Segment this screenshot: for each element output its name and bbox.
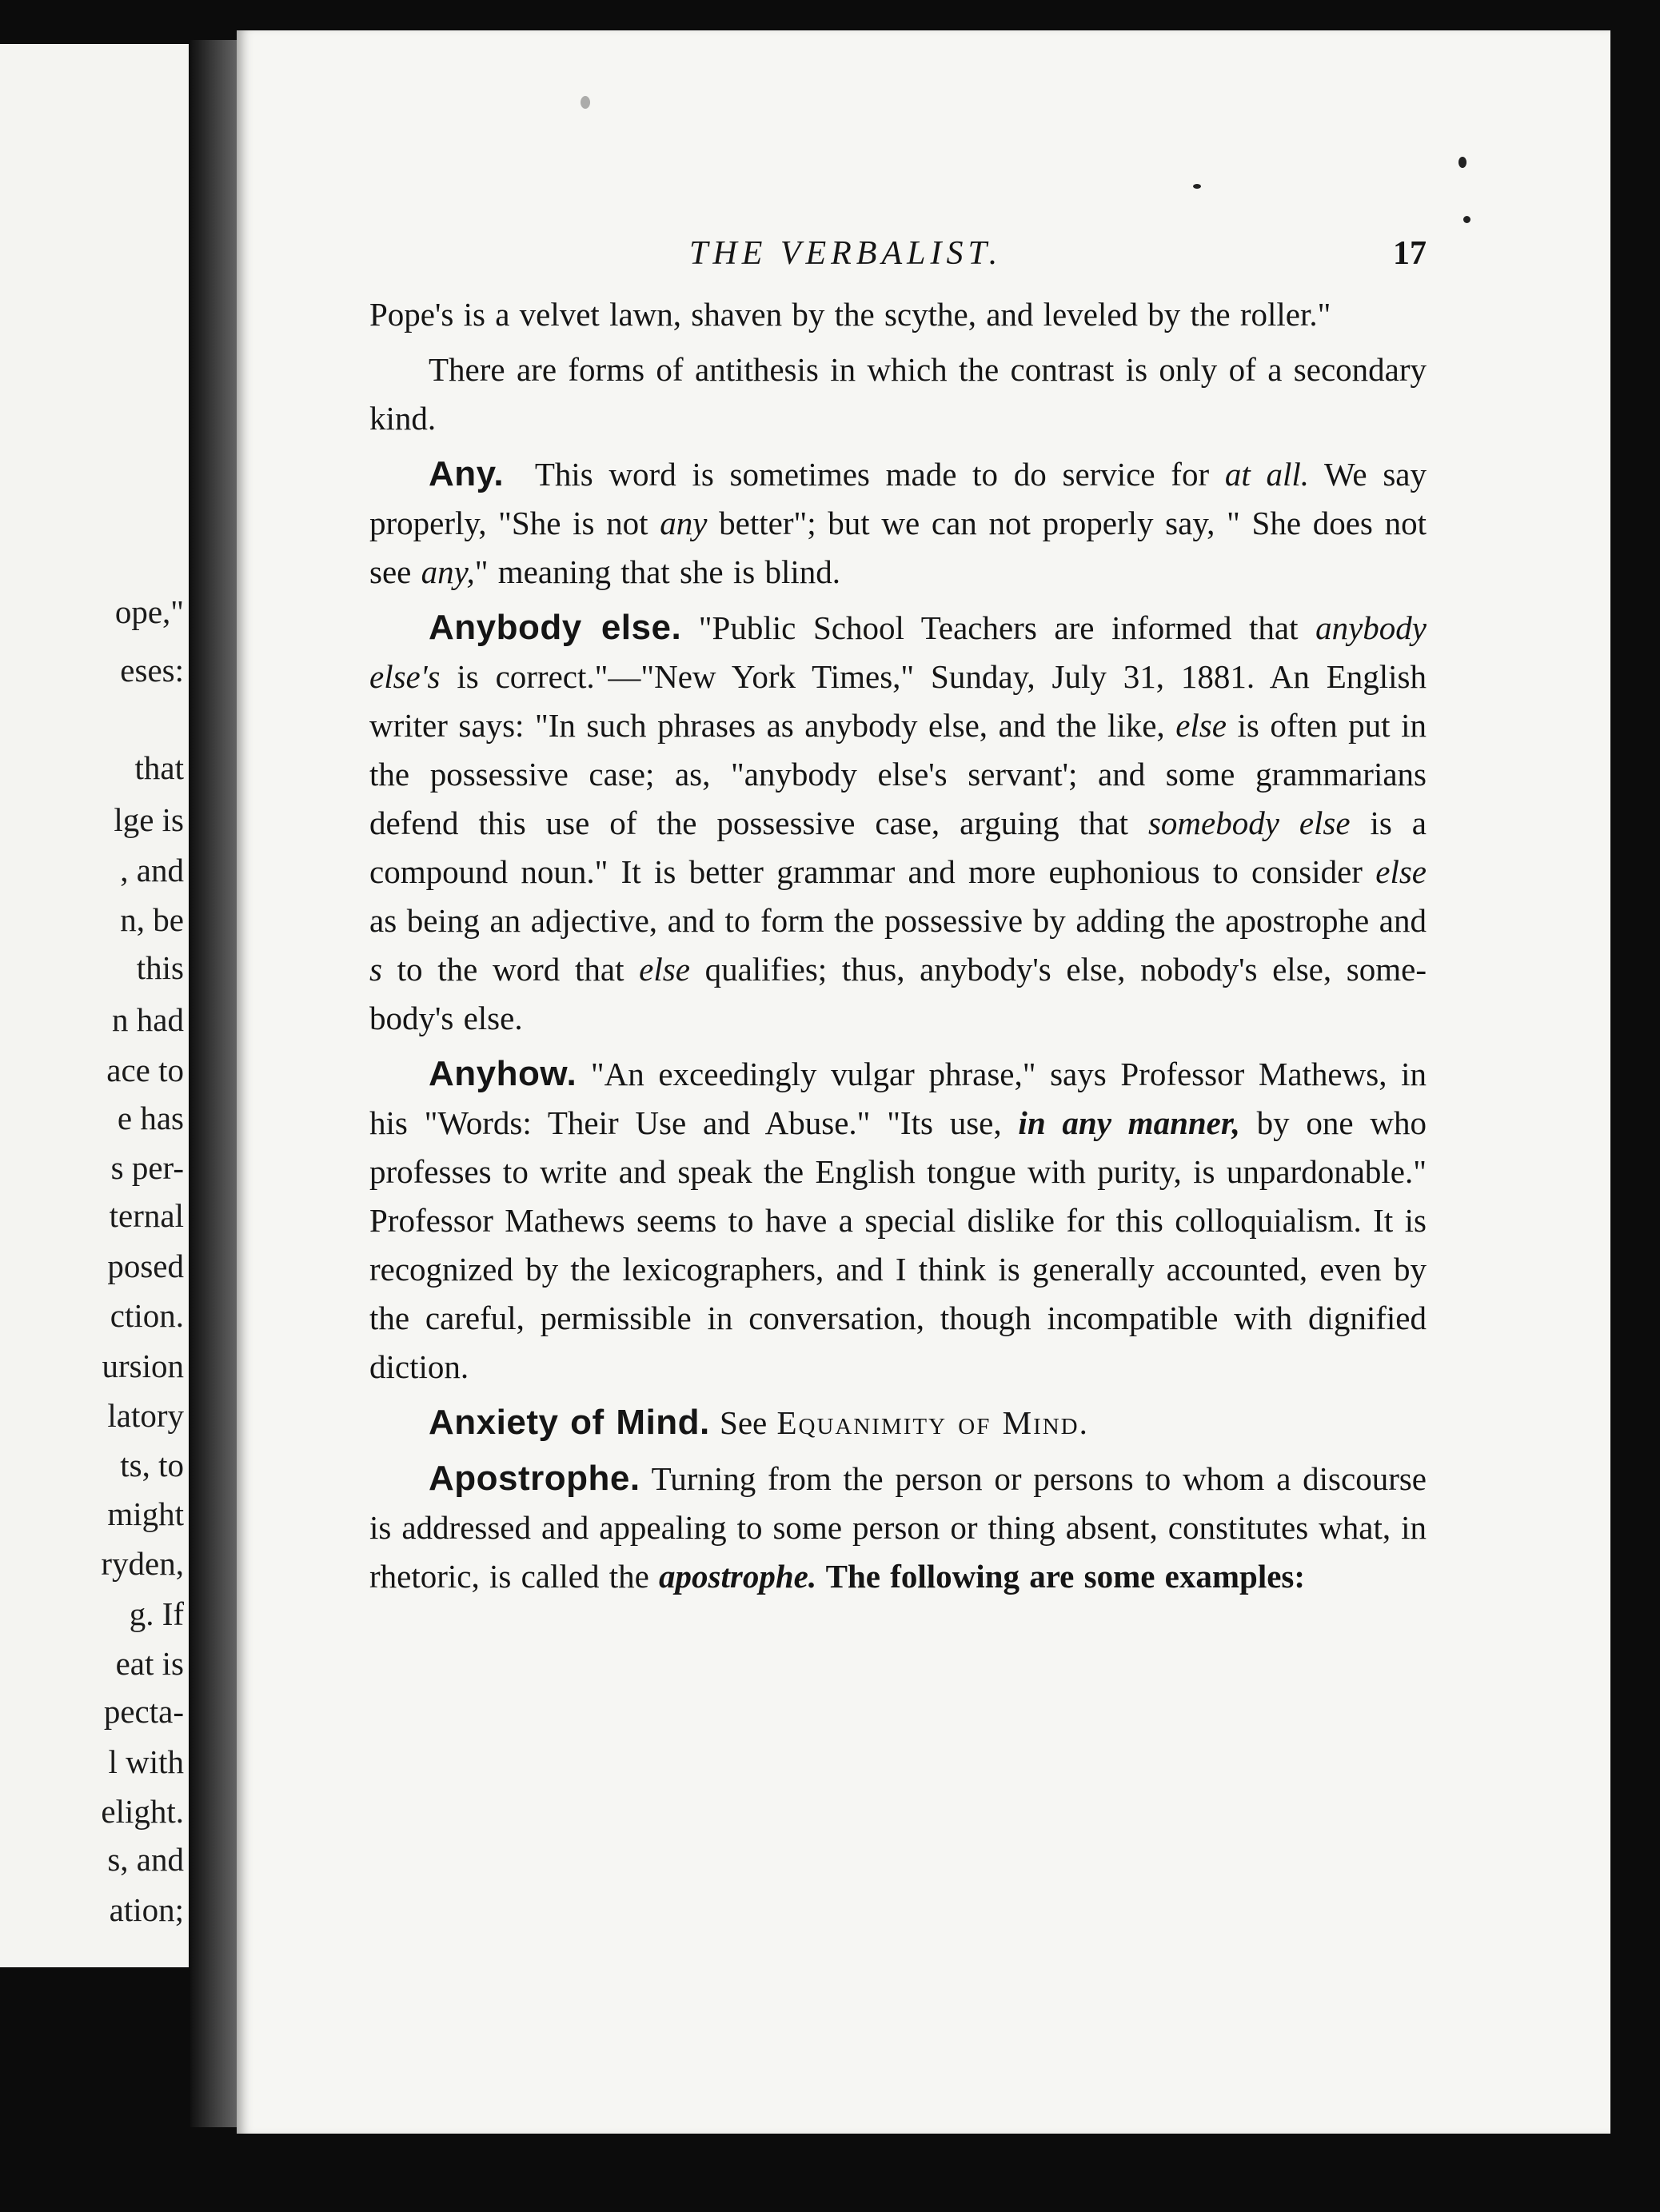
entry-text: to the word that bbox=[381, 951, 640, 988]
paragraph-antithesis bbox=[369, 345, 1427, 443]
ink-speck bbox=[1463, 216, 1470, 223]
page bbox=[237, 30, 1610, 2134]
entry-italic: apostrophe. bbox=[659, 1558, 817, 1595]
entry-text: "An exceedingly vulgar phrase," says Professor Mathews, in his "Words: Their Use and Abuse." "Its use, bbox=[369, 1056, 1427, 1141]
left-page-fragment: e has bbox=[117, 1100, 184, 1136]
left-page-fragment: ts, to bbox=[120, 1447, 184, 1483]
entry-italic: else bbox=[639, 951, 690, 988]
entry-text: This word is sometimes made to do service for bbox=[534, 456, 1225, 493]
entry-text: Turning from the person or persons to whom a discourse is addressed and appealing to some person or thing absent, constitutes what, in rhetoric, is called the bbox=[369, 1460, 1427, 1595]
entry-italic: else bbox=[1375, 853, 1427, 890]
entry-text: is a compound noun." It is better grammar and more euphonious to consider bbox=[369, 805, 1427, 890]
entry-italic: any, bbox=[421, 553, 475, 590]
entry-italic: in any manner, bbox=[1018, 1104, 1240, 1141]
left-page-fragment: ternal bbox=[109, 1197, 184, 1234]
left-page-fragment: that bbox=[134, 749, 184, 786]
page-content bbox=[369, 234, 1427, 1607]
ink-speck bbox=[1193, 184, 1201, 189]
entry-italic: any bbox=[660, 505, 708, 541]
left-page-fragment: ursion bbox=[102, 1348, 184, 1384]
left-page-fragment: n, be bbox=[120, 901, 184, 938]
paragraph-pope-quote bbox=[369, 290, 1427, 339]
page-number: 17 bbox=[1393, 235, 1427, 272]
left-page-fragment: eses: bbox=[120, 652, 184, 689]
entry-text: We say properly, "She is not bbox=[369, 456, 1427, 541]
left-page-fragment: ation; bbox=[109, 1891, 184, 1928]
entry-term: Apostrophe. bbox=[429, 1459, 640, 1498]
entry-anyhow bbox=[369, 1049, 1427, 1391]
entry-text: is correct."—"New York Times," Sunday, July 31, 1881. An English writer says: "In such phrases as anybody else, and the like, bbox=[369, 658, 1427, 744]
entry-italic: s bbox=[369, 951, 382, 988]
left-page bbox=[0, 44, 189, 1967]
entry-anxiety-of-mind bbox=[369, 1398, 1427, 1447]
entry-term: Anxiety of Mind. bbox=[429, 1403, 710, 1442]
entry-text: The following are some examples: bbox=[816, 1558, 1306, 1595]
running-head bbox=[369, 234, 1427, 290]
left-page-fragment: elight. bbox=[101, 1793, 184, 1830]
left-page-fragment: s per- bbox=[110, 1149, 184, 1186]
left-page-fragment: pecta- bbox=[103, 1693, 184, 1730]
left-page-fragment: s, and bbox=[107, 1841, 184, 1878]
left-page-fragment: might bbox=[107, 1495, 184, 1532]
entry-text: better"; but we can not properly say, " She does not see bbox=[369, 505, 1427, 590]
entry-text: "Public School Teachers are informed that bbox=[681, 609, 1316, 646]
entry-term: Anyhow. bbox=[429, 1054, 577, 1093]
left-page-fragment: ryden, bbox=[101, 1545, 184, 1582]
left-page-fragment: ope," bbox=[114, 593, 184, 630]
ink-speck bbox=[1458, 157, 1466, 168]
left-page-fragment: , and bbox=[120, 852, 184, 888]
entry-italic: at all. bbox=[1224, 456, 1310, 493]
entry-text: qualifies; thus, anybody's else, nobody's else, some-body's else. bbox=[369, 951, 1427, 1036]
left-page-fragment: ace to bbox=[106, 1052, 184, 1088]
entry-text: See bbox=[709, 1404, 777, 1441]
left-page-fragment: lge is bbox=[114, 801, 184, 838]
running-title: THE VERBALIST. bbox=[689, 235, 1003, 272]
left-page-fragment: latory bbox=[107, 1397, 184, 1434]
entry-text: is often put in the possessive case; as, "anybody else's servant'; and some grammarians defend this use of the possessive case, arguing that bbox=[369, 707, 1427, 841]
entry-text: by one who professes to write and speak the English tongue with purity, is unpardonable." Professor Mathews seems to have a special dislike for this colloquialism. It is recognized by the lexicographers, and I think is generally accounted, even by the careful, permissible in conversation, though incompatible with dignified diction. bbox=[369, 1104, 1427, 1385]
entry-text: as being an adjective, and to form the possessive by adding the apostrophe and bbox=[369, 902, 1427, 939]
entry-term: Anybody else. bbox=[429, 608, 682, 647]
left-page-fragment: n had bbox=[112, 1001, 184, 1038]
left-page-fragment: this bbox=[136, 949, 184, 986]
ink-speck bbox=[581, 96, 590, 109]
entry-any bbox=[369, 449, 1427, 597]
left-page-fragment: g. If bbox=[129, 1595, 184, 1632]
left-page-fragment: eat is bbox=[115, 1645, 184, 1682]
entry-text: " meaning that she is blind. bbox=[474, 553, 840, 590]
left-page-fragment: posed bbox=[107, 1248, 184, 1284]
entry-term: Any. bbox=[429, 454, 505, 493]
entry-italic: else bbox=[1175, 707, 1227, 744]
entry-apostrophe bbox=[369, 1454, 1427, 1601]
left-page-fragment: l with bbox=[108, 1743, 184, 1780]
cross-reference: Equanimity of Mind. bbox=[776, 1404, 1089, 1441]
entry-anybody-else bbox=[369, 603, 1427, 1043]
paragraph-text: There are forms of antithesis in which the contrast is only of a secondary kind. bbox=[369, 351, 1427, 437]
paragraph-text: Pope's is a velvet lawn, shaven by the scythe, and leveled by the roller." bbox=[369, 296, 1331, 333]
entry-italic: somebody else bbox=[1147, 805, 1351, 841]
entry-italic: anybody else's bbox=[369, 609, 1427, 695]
left-page-fragment: ction. bbox=[110, 1297, 184, 1334]
